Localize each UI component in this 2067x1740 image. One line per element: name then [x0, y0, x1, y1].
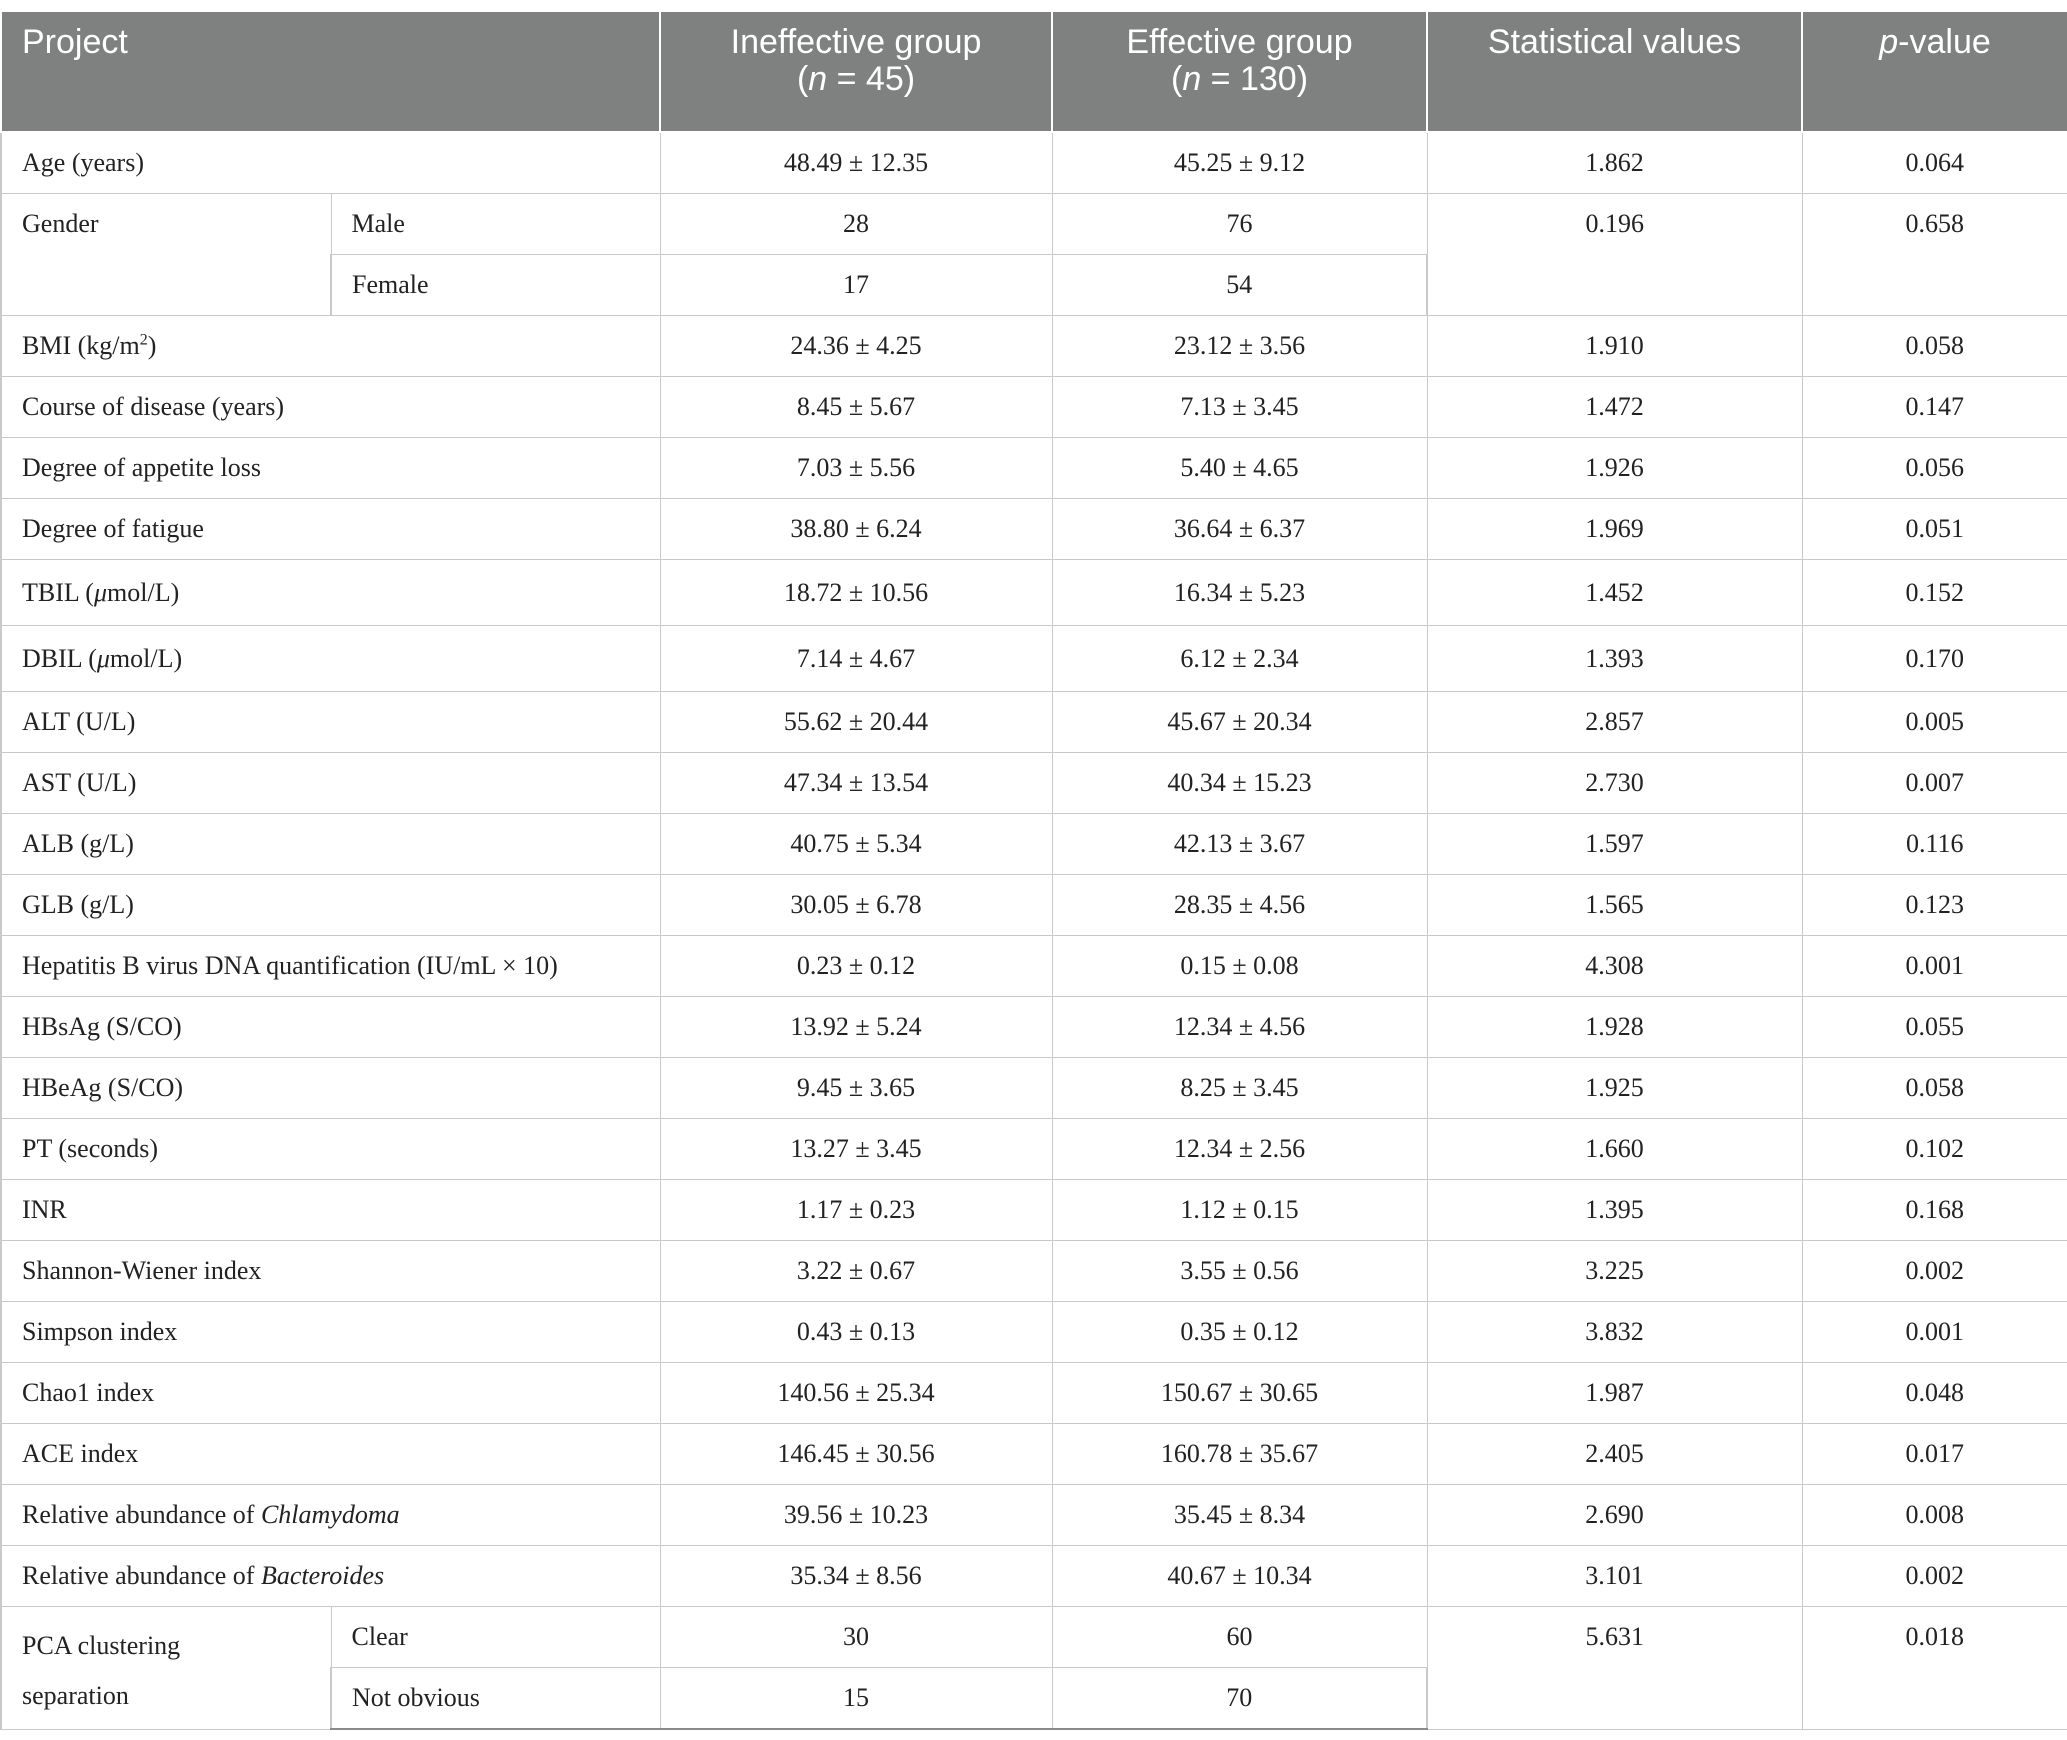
- ineffective-value: 3.22 ± 0.67: [660, 1241, 1052, 1302]
- row-label: HBsAg (S/CO): [1, 997, 660, 1058]
- p-value: 0.170: [1802, 626, 2067, 692]
- p-value: 0.058: [1802, 316, 2067, 377]
- row-label-line2: separation: [22, 1681, 129, 1710]
- row-label-suffix: ): [147, 331, 157, 361]
- p-value: 0.048: [1802, 1363, 2067, 1424]
- ineffective-value: 9.45 ± 3.65: [660, 1058, 1052, 1119]
- table-row: [1, 1607, 2067, 1668]
- header-p-suffix: -value: [1898, 23, 1991, 61]
- ineffective-value: 24.36 ± 4.25: [660, 316, 1052, 377]
- ineffective-value: 39.56 ± 10.23: [660, 1485, 1052, 1546]
- ineffective-value: 30.05 ± 6.78: [660, 875, 1052, 936]
- table-row: [1, 560, 2067, 626]
- p-value: 0.002: [1802, 1241, 2067, 1302]
- statistical-value: 1.597: [1427, 814, 1802, 875]
- p-value: 0.658: [1802, 194, 2067, 316]
- effective-value: 7.13 ± 3.45: [1052, 377, 1427, 438]
- table-row: [1, 194, 2067, 255]
- table-row: [1, 692, 2067, 753]
- row-label: AST (U/L): [1, 753, 660, 814]
- effective-value: 1.12 ± 0.15: [1052, 1180, 1427, 1241]
- p-value: 0.168: [1802, 1180, 2067, 1241]
- statistical-value: 1.987: [1427, 1363, 1802, 1424]
- p-value: 0.051: [1802, 499, 2067, 560]
- row-label: Chao1 index: [1, 1363, 660, 1424]
- ineffective-value: 18.72 ± 10.56: [660, 560, 1052, 626]
- effective-value: 45.25 ± 9.12: [1052, 132, 1427, 194]
- statistical-value: 1.395: [1427, 1180, 1802, 1241]
- row-label-text: TBIL (: [22, 577, 94, 607]
- statistical-value: 1.926: [1427, 438, 1802, 499]
- table-row: [1, 875, 2067, 936]
- row-label: Shannon-Wiener index: [1, 1241, 660, 1302]
- ineffective-value: 17: [660, 255, 1052, 316]
- table-row: [1, 1180, 2067, 1241]
- table-row: [1, 1485, 2067, 1546]
- header-project: Project: [1, 11, 660, 132]
- table-row: [1, 1058, 2067, 1119]
- statistical-value: 1.565: [1427, 875, 1802, 936]
- results-table: [0, 10, 2067, 1730]
- p-value: 0.008: [1802, 1485, 2067, 1546]
- row-label: Degree of fatigue: [1, 499, 660, 560]
- mu-symbol: μ: [93, 577, 108, 607]
- statistical-value: 1.452: [1427, 560, 1802, 626]
- effective-value: 0.15 ± 0.08: [1052, 936, 1427, 997]
- table-row: [1, 1119, 2067, 1180]
- p-value: 0.017: [1802, 1424, 2067, 1485]
- row-sublabel: Female: [331, 255, 660, 316]
- ineffective-value: 0.23 ± 0.12: [660, 936, 1052, 997]
- p-value: 0.058: [1802, 1058, 2067, 1119]
- statistical-value: 3.832: [1427, 1302, 1802, 1363]
- row-label: Degree of appetite loss: [1, 438, 660, 499]
- p-value: 0.007: [1802, 753, 2067, 814]
- p-value: 0.055: [1802, 997, 2067, 1058]
- table-row: [1, 997, 2067, 1058]
- effective-value: 12.34 ± 2.56: [1052, 1119, 1427, 1180]
- table-row: [1, 132, 2067, 194]
- effective-value: 0.35 ± 0.12: [1052, 1302, 1427, 1363]
- statistical-value: 1.660: [1427, 1119, 1802, 1180]
- mu-symbol: μ: [96, 643, 110, 673]
- ineffective-value: 28: [660, 194, 1052, 255]
- effective-value: 12.34 ± 4.56: [1052, 997, 1427, 1058]
- p-value: 0.147: [1802, 377, 2067, 438]
- ineffective-value: 38.80 ± 6.24: [660, 499, 1052, 560]
- effective-value: 16.34 ± 5.23: [1052, 560, 1427, 626]
- statistical-value: 4.308: [1427, 936, 1802, 997]
- p-value: 0.056: [1802, 438, 2067, 499]
- ineffective-value: 146.45 ± 30.56: [660, 1424, 1052, 1485]
- p-value: 0.018: [1802, 1607, 2067, 1730]
- effective-value: 76: [1052, 194, 1427, 255]
- p-value: 0.001: [1802, 936, 2067, 997]
- statistical-value: 0.196: [1427, 194, 1802, 316]
- table-row: [1, 626, 2067, 692]
- statistical-value: 1.910: [1427, 316, 1802, 377]
- header-effective-n-symbol: n: [1182, 60, 1202, 99]
- ineffective-value: 48.49 ± 12.35: [660, 132, 1052, 194]
- row-label: ALT (U/L): [1, 692, 660, 753]
- table-row: [1, 1363, 2067, 1424]
- effective-value: 54: [1052, 255, 1427, 316]
- p-value: 0.002: [1802, 1546, 2067, 1607]
- p-value: 0.005: [1802, 692, 2067, 753]
- header-p-value: [1802, 11, 2067, 132]
- header-ineffective-n-value: = 45): [827, 60, 916, 99]
- header-statistical-values: Statistical values: [1427, 11, 1802, 132]
- header-ineffective-label: Ineffective group: [730, 23, 982, 61]
- ineffective-value: 35.34 ± 8.56: [660, 1546, 1052, 1607]
- row-label: PT (seconds): [1, 1119, 660, 1180]
- effective-value: 36.64 ± 6.37: [1052, 499, 1427, 560]
- statistical-value: 1.862: [1427, 132, 1802, 194]
- ineffective-value: 8.45 ± 5.67: [660, 377, 1052, 438]
- header-effective-label: Effective group: [1126, 23, 1353, 61]
- p-value: 0.152: [1802, 560, 2067, 626]
- ineffective-value: 47.34 ± 13.54: [660, 753, 1052, 814]
- effective-value: 8.25 ± 3.45: [1052, 1058, 1427, 1119]
- row-label-text: DBIL (: [22, 643, 97, 673]
- effective-value: 160.78 ± 35.67: [1052, 1424, 1427, 1485]
- effective-value: 150.67 ± 30.65: [1052, 1363, 1427, 1424]
- statistical-value: 2.730: [1427, 753, 1802, 814]
- row-label: Gender: [1, 194, 331, 316]
- table-row: [1, 814, 2067, 875]
- row-label: [1, 1546, 660, 1607]
- ineffective-value: 13.92 ± 5.24: [660, 997, 1052, 1058]
- ineffective-value: 15: [660, 1668, 1052, 1730]
- table-row: [1, 499, 2067, 560]
- row-label: Course of disease (years): [1, 377, 660, 438]
- statistical-value: 1.928: [1427, 997, 1802, 1058]
- row-label-text: Relative abundance of: [22, 1561, 261, 1591]
- row-label-text: Relative abundance of: [22, 1500, 261, 1530]
- table-row: [1, 377, 2067, 438]
- row-label: GLB (g/L): [1, 875, 660, 936]
- row-label-suffix: mol/L): [107, 577, 180, 607]
- row-label: [1, 560, 660, 626]
- row-sublabel: Clear: [331, 1607, 660, 1668]
- table-row: [1, 936, 2067, 997]
- p-value: 0.102: [1802, 1119, 2067, 1180]
- statistical-value: 3.225: [1427, 1241, 1802, 1302]
- row-label: INR: [1, 1180, 660, 1241]
- row-label: [1, 316, 660, 377]
- row-label: Simpson index: [1, 1302, 660, 1363]
- row-label-text: BMI (kg/m: [22, 331, 140, 361]
- row-label-line1: PCA clustering: [22, 1631, 181, 1660]
- statistical-value: 2.857: [1427, 692, 1802, 753]
- effective-value: 23.12 ± 3.56: [1052, 316, 1427, 377]
- effective-value: 70: [1052, 1668, 1427, 1730]
- statistical-value: 1.393: [1427, 626, 1802, 692]
- header-row: [1, 11, 2067, 132]
- effective-value: 6.12 ± 2.34: [1052, 626, 1427, 692]
- row-label: [1, 626, 660, 692]
- ineffective-value: 55.62 ± 20.44: [660, 692, 1052, 753]
- table-row: [1, 1546, 2067, 1607]
- header-effective-group: Effective group (n = 130): [1052, 11, 1427, 132]
- effective-value: 60: [1052, 1607, 1427, 1668]
- p-value: 0.064: [1802, 132, 2067, 194]
- row-label: Hepatitis B virus DNA quantification (IU/mL × 10): [1, 936, 660, 997]
- effective-value: 45.67 ± 20.34: [1052, 692, 1427, 753]
- effective-value: 42.13 ± 3.67: [1052, 814, 1427, 875]
- p-value: 0.001: [1802, 1302, 2067, 1363]
- effective-value: 5.40 ± 4.65: [1052, 438, 1427, 499]
- p-value: 0.123: [1802, 875, 2067, 936]
- table-row: [1, 1424, 2067, 1485]
- header-effective-n-value: = 130): [1201, 60, 1309, 99]
- row-label: Age (years): [1, 132, 660, 194]
- ineffective-value: 7.03 ± 5.56: [660, 438, 1052, 499]
- genus-name: Bacteroides: [260, 1561, 385, 1591]
- superscript: 2: [139, 331, 148, 349]
- row-label: [1, 1485, 660, 1546]
- statistical-value: 1.472: [1427, 377, 1802, 438]
- row-label: HBeAg (S/CO): [1, 1058, 660, 1119]
- effective-value: 35.45 ± 8.34: [1052, 1485, 1427, 1546]
- p-value: 0.116: [1802, 814, 2067, 875]
- row-label: ALB (g/L): [1, 814, 660, 875]
- ineffective-value: 1.17 ± 0.23: [660, 1180, 1052, 1241]
- effective-value: 3.55 ± 0.56: [1052, 1241, 1427, 1302]
- statistical-value: 1.925: [1427, 1058, 1802, 1119]
- genus-name: Chlamydoma: [260, 1500, 400, 1530]
- row-sublabel: Male: [331, 194, 660, 255]
- header-p-symbol: p: [1879, 23, 1899, 61]
- ineffective-value: 140.56 ± 25.34: [660, 1363, 1052, 1424]
- ineffective-value: 0.43 ± 0.13: [660, 1302, 1052, 1363]
- statistical-value: 1.969: [1427, 499, 1802, 560]
- row-label: [1, 1607, 331, 1730]
- effective-value: 28.35 ± 4.56: [1052, 875, 1427, 936]
- header-ineffective-group: Ineffective group (n = 45): [660, 11, 1052, 132]
- table-row: [1, 1241, 2067, 1302]
- effective-value: 40.67 ± 10.34: [1052, 1546, 1427, 1607]
- ineffective-value: 30: [660, 1607, 1052, 1668]
- row-label: ACE index: [1, 1424, 660, 1485]
- table-row: [1, 1302, 2067, 1363]
- statistical-value: 3.101: [1427, 1546, 1802, 1607]
- row-label-suffix: mol/L): [109, 643, 183, 673]
- table-row: [1, 753, 2067, 814]
- ineffective-value: 7.14 ± 4.67: [660, 626, 1052, 692]
- table-row: [1, 316, 2067, 377]
- header-ineffective-n-symbol: n: [808, 60, 828, 99]
- effective-value: 40.34 ± 15.23: [1052, 753, 1427, 814]
- ineffective-value: 40.75 ± 5.34: [660, 814, 1052, 875]
- statistical-value: 2.405: [1427, 1424, 1802, 1485]
- statistical-value: 5.631: [1427, 1607, 1802, 1730]
- row-sublabel: Not obvious: [331, 1668, 660, 1730]
- table-row: [1, 438, 2067, 499]
- ineffective-value: 13.27 ± 3.45: [660, 1119, 1052, 1180]
- statistical-value: 2.690: [1427, 1485, 1802, 1546]
